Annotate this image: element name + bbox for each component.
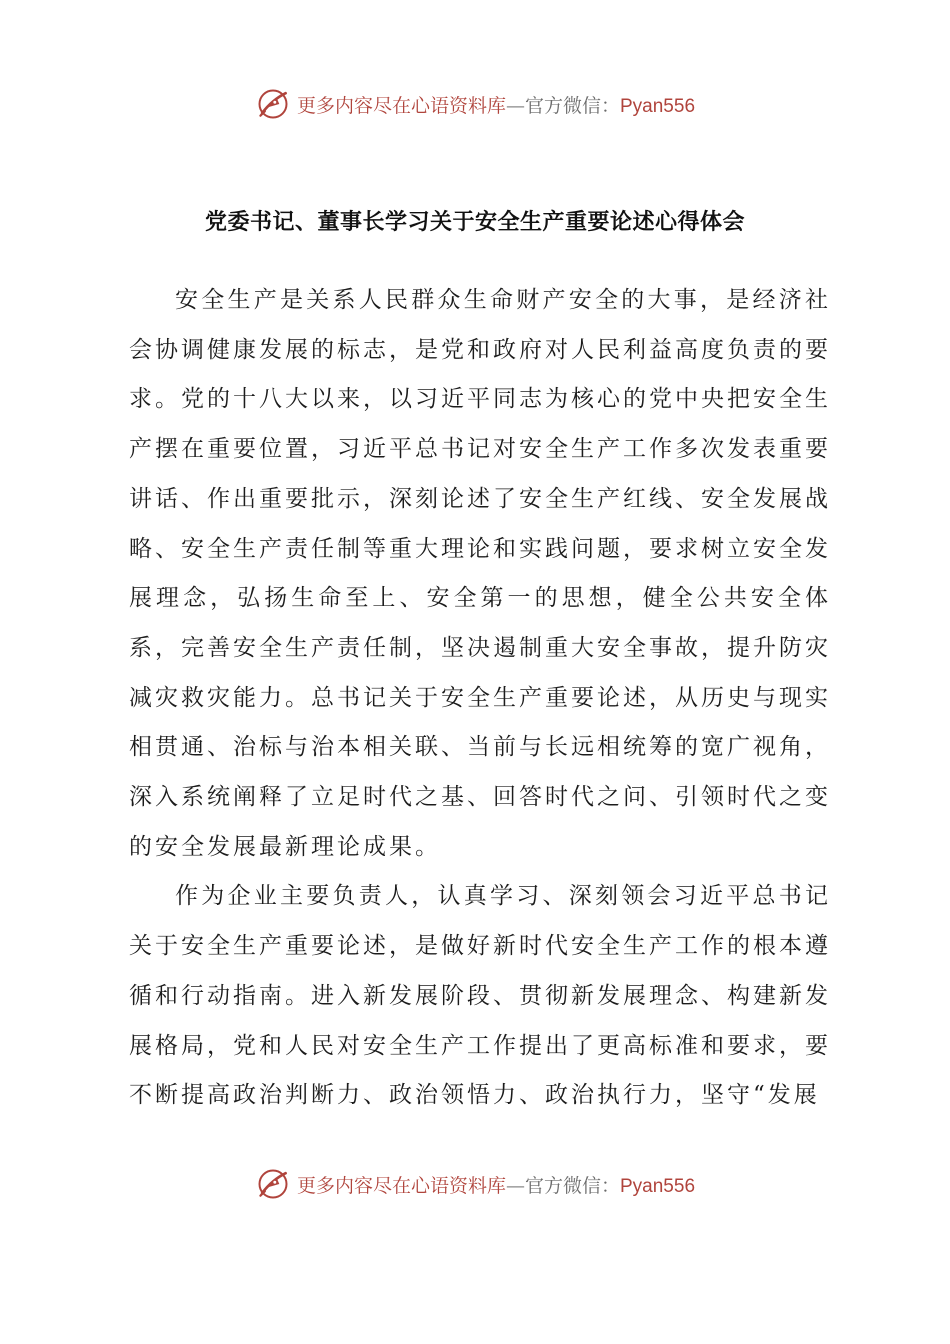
document-body bbox=[129, 276, 831, 1121]
banner-main-text: 更多内容尽在心语资料库 bbox=[296, 94, 506, 117]
banner-wechat-id: Pyan556 bbox=[620, 95, 696, 117]
banner-separator: — bbox=[505, 1174, 525, 1197]
banner-wechat-label: 官方微信： bbox=[524, 94, 620, 117]
paragraph: 安全生产是关系人民群众生命财产安全的大事，是经济社会协调健康发展的标志，是党和政府对人民利益高度负责的要求。党的十八大以来，以习近平同志为核心的党中央把安全生产摆在重要位置，习近平总书记对安全生产工作多次发表重要讲话、作出重要批示，深刻论述了安全生产红线、安全发展战略、安全生产责任制等重大理论和实践问题，要求树立安全发展理念，弘扬生命至上、安全第一的思想，健全公共安全体系，完善安全生产责任制，坚决遏制重大安全事故，提升防灾减灾救灾能力。总书记关于安全生产重要论述，从历史与现实相贯通、治标与治本相关联、当前与长远相统筹的宽广视角，深入系统阐释了立足时代之基、回答时代之问、引领时代之变的安全发展最新理论成果。 bbox=[129, 287, 831, 860]
document-title: 党委书记、董事长学习关于安全生产重要论述心得体会 bbox=[204, 210, 745, 235]
banner-text bbox=[297, 1171, 695, 1198]
paragraph: 作为企业主要负责人，认真学习、深刻领会习近平总书记关于安全生产重要论述，是做好新时代安全生产工作的根本遵循和行动指南。进入新发展阶段、贯彻新发展理念、构建新发展格局，党和人民对安全生产工作提出了更高标准和要求，要不断提高政治判断力、政治领悟力、政治执行力，坚守“发展 bbox=[129, 883, 831, 1109]
banner-separator: — bbox=[505, 94, 525, 117]
banner-wechat-id: Pyan556 bbox=[620, 1175, 696, 1197]
banner-text bbox=[297, 91, 695, 118]
pen-nib-logo-icon bbox=[255, 1166, 291, 1202]
header-banner bbox=[0, 84, 950, 124]
banner-main-text: 更多内容尽在心语资料库 bbox=[296, 1174, 506, 1197]
pen-nib-logo-icon bbox=[255, 86, 291, 122]
footer-banner bbox=[0, 1164, 950, 1204]
banner-wechat-label: 官方微信： bbox=[524, 1174, 620, 1197]
